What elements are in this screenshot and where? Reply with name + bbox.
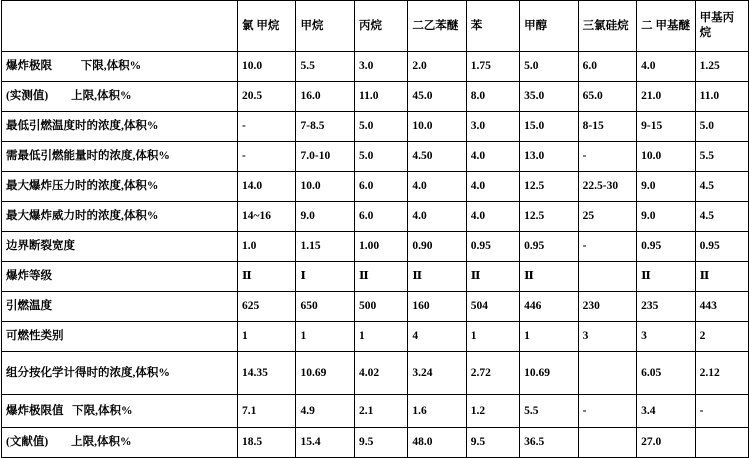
- row-label: (实测值) 上限,体积%: [2, 82, 238, 112]
- row-label: 组分按化学计得时的浓度,体积%: [2, 352, 238, 395]
- cell-value: 2.1: [354, 395, 407, 428]
- cell-value: 9.0: [296, 202, 354, 232]
- row-label: 爆炸极限值 下限,体积%: [2, 395, 238, 428]
- row-label: 最低引燃温度时的浓度,体积%: [2, 112, 238, 142]
- table-row: [2, 52, 749, 82]
- cell-value: 13.0: [520, 142, 578, 172]
- cell-value: 9.0: [637, 172, 695, 202]
- cell-value: 3.0: [466, 112, 519, 142]
- cell-value: 2.72: [466, 352, 519, 395]
- cell-value: -: [578, 142, 636, 172]
- cell-value: 12.5: [520, 202, 578, 232]
- cell-value: 625: [238, 292, 296, 322]
- cell-value: 4.9: [296, 395, 354, 428]
- cell-value: -: [578, 395, 636, 428]
- column-header-1: 氯 甲烷: [238, 1, 296, 52]
- column-header-5: 苯: [466, 1, 519, 52]
- cell-value: Ⅱ: [408, 262, 466, 292]
- cell-value: 3.0: [354, 52, 407, 82]
- table-row: [2, 262, 749, 292]
- cell-value: 3: [637, 322, 695, 352]
- cell-value: 1: [466, 322, 519, 352]
- cell-value: 4: [408, 322, 466, 352]
- cell-value: 500: [354, 292, 407, 322]
- row-label: (文献值) 上限,体积%: [2, 428, 238, 458]
- row-label: 可燃性类别: [2, 322, 238, 352]
- cell-value: 2.12: [695, 352, 748, 395]
- cell-value: 36.5: [520, 428, 578, 458]
- cell-value: 10.0: [238, 52, 296, 82]
- cell-value: 11.0: [695, 82, 748, 112]
- cell-value: 230: [578, 292, 636, 322]
- cell-value: 14.35: [238, 352, 296, 395]
- cell-value: 48.0: [408, 428, 466, 458]
- cell-value: 2: [695, 322, 748, 352]
- cell-value: 0.95: [695, 232, 748, 262]
- column-header-0: [2, 1, 238, 52]
- table-row: [2, 202, 749, 232]
- cell-value: 12.5: [520, 172, 578, 202]
- cell-value: 45.0: [408, 82, 466, 112]
- cell-value: 4.0: [637, 52, 695, 82]
- cell-value: 7.1: [238, 395, 296, 428]
- cell-value: 14~16: [238, 202, 296, 232]
- cell-value: 1.75: [466, 52, 519, 82]
- table-row: [2, 232, 749, 262]
- table-row: [2, 352, 749, 395]
- cell-value: 5.0: [354, 112, 407, 142]
- cell-value: 3.4: [637, 395, 695, 428]
- row-label: 最大爆炸威力时的浓度,体积%: [2, 202, 238, 232]
- cell-value: 1: [296, 322, 354, 352]
- cell-value: 9.5: [466, 428, 519, 458]
- cell-value: 650: [296, 292, 354, 322]
- cell-value: 1.0: [238, 232, 296, 262]
- cell-value: 8.0: [466, 82, 519, 112]
- row-label: 边界断裂宽度: [2, 232, 238, 262]
- table-row: [2, 142, 749, 172]
- cell-value: 1: [238, 322, 296, 352]
- table-row: [2, 395, 749, 428]
- cell-value: 5.0: [354, 142, 407, 172]
- cell-value: 6.0: [354, 202, 407, 232]
- cell-value: 5.5: [695, 142, 748, 172]
- cell-value: 1.00: [354, 232, 407, 262]
- cell-value: 9-15: [637, 112, 695, 142]
- row-label: 爆炸极限 下限,体积%: [2, 52, 238, 82]
- cell-value: 443: [695, 292, 748, 322]
- cell-value: 10.0: [408, 112, 466, 142]
- table-body: [2, 52, 749, 458]
- cell-value: 2.0: [408, 52, 466, 82]
- cell-value: 14.0: [238, 172, 296, 202]
- cell-value: -: [695, 395, 748, 428]
- cell-value: 27.0: [637, 428, 695, 458]
- table-header: [2, 1, 749, 52]
- cell-value: 7-8.5: [296, 112, 354, 142]
- cell-value: [578, 352, 636, 395]
- cell-value: 160: [408, 292, 466, 322]
- table-row: [2, 428, 749, 458]
- column-header-3: 丙烷: [354, 1, 407, 52]
- column-header-4: 二乙苯醚: [408, 1, 466, 52]
- column-header-8: 二 甲基醚: [637, 1, 695, 52]
- cell-value: 7.0-10: [296, 142, 354, 172]
- cell-value: 6.05: [637, 352, 695, 395]
- cell-value: Ⅱ: [466, 262, 519, 292]
- cell-value: 1.6: [408, 395, 466, 428]
- row-label: 需最低引燃能量时的浓度,体积%: [2, 142, 238, 172]
- cell-value: 22.5-30: [578, 172, 636, 202]
- cell-value: -: [238, 112, 296, 142]
- cell-value: Ⅱ: [520, 262, 578, 292]
- cell-value: 18.5: [238, 428, 296, 458]
- cell-value: Ⅱ: [637, 262, 695, 292]
- cell-value: [578, 262, 636, 292]
- cell-value: 9.5: [354, 428, 407, 458]
- cell-value: 5.0: [520, 52, 578, 82]
- cell-value: 4.5: [695, 202, 748, 232]
- cell-value: 4.0: [408, 172, 466, 202]
- cell-value: Ⅱ: [695, 262, 748, 292]
- properties-table: [1, 0, 749, 458]
- cell-value: 504: [466, 292, 519, 322]
- cell-value: 10.69: [296, 352, 354, 395]
- cell-value: 0.90: [408, 232, 466, 262]
- cell-value: 446: [520, 292, 578, 322]
- cell-value: 11.0: [354, 82, 407, 112]
- column-header-2: 甲烷: [296, 1, 354, 52]
- cell-value: -: [238, 142, 296, 172]
- row-label: 最大爆炸压力时的浓度,体积%: [2, 172, 238, 202]
- cell-value: 9.0: [637, 202, 695, 232]
- table-row: [2, 292, 749, 322]
- column-header-9: 甲基丙烷: [695, 1, 748, 52]
- header-row: [2, 1, 749, 52]
- cell-value: 4.0: [466, 202, 519, 232]
- cell-value: 16.0: [296, 82, 354, 112]
- cell-value: [695, 428, 748, 458]
- cell-value: 15.4: [296, 428, 354, 458]
- cell-value: 4.0: [408, 202, 466, 232]
- cell-value: 3.24: [408, 352, 466, 395]
- row-label: 引燃温度: [2, 292, 238, 322]
- cell-value: 25: [578, 202, 636, 232]
- cell-value: 0.95: [637, 232, 695, 262]
- cell-value: 15.0: [520, 112, 578, 142]
- cell-value: 4.0: [466, 172, 519, 202]
- cell-value: 65.0: [578, 82, 636, 112]
- cell-value: 10.0: [637, 142, 695, 172]
- cell-value: 35.0: [520, 82, 578, 112]
- cell-value: 3: [578, 322, 636, 352]
- cell-value: 6.0: [578, 52, 636, 82]
- cell-value: 1: [354, 322, 407, 352]
- cell-value: Ⅱ: [354, 262, 407, 292]
- cell-value: -: [578, 232, 636, 262]
- cell-value: 8-15: [578, 112, 636, 142]
- column-header-7: 三氯硅烷: [578, 1, 636, 52]
- cell-value: 21.0: [637, 82, 695, 112]
- cell-value: 5.5: [520, 395, 578, 428]
- cell-value: 4.02: [354, 352, 407, 395]
- table-row: [2, 172, 749, 202]
- cell-value: 5.0: [695, 112, 748, 142]
- cell-value: 1.2: [466, 395, 519, 428]
- cell-value: 6.0: [354, 172, 407, 202]
- cell-value: 1.15: [296, 232, 354, 262]
- cell-value: 20.5: [238, 82, 296, 112]
- cell-value: 4.50: [408, 142, 466, 172]
- cell-value: 1: [520, 322, 578, 352]
- cell-value: 4.0: [466, 142, 519, 172]
- cell-value: 10.69: [520, 352, 578, 395]
- table-row: [2, 112, 749, 142]
- cell-value: 0.95: [466, 232, 519, 262]
- cell-value: Ⅱ: [238, 262, 296, 292]
- cell-value: 0.95: [520, 232, 578, 262]
- cell-value: 4.5: [695, 172, 748, 202]
- cell-value: Ⅰ: [296, 262, 354, 292]
- cell-value: [578, 428, 636, 458]
- table-row: [2, 322, 749, 352]
- cell-value: 235: [637, 292, 695, 322]
- cell-value: 5.5: [296, 52, 354, 82]
- column-header-6: 甲醇: [520, 1, 578, 52]
- cell-value: 10.0: [296, 172, 354, 202]
- cell-value: 1.25: [695, 52, 748, 82]
- row-label: 爆炸等级: [2, 262, 238, 292]
- table-row: [2, 82, 749, 112]
